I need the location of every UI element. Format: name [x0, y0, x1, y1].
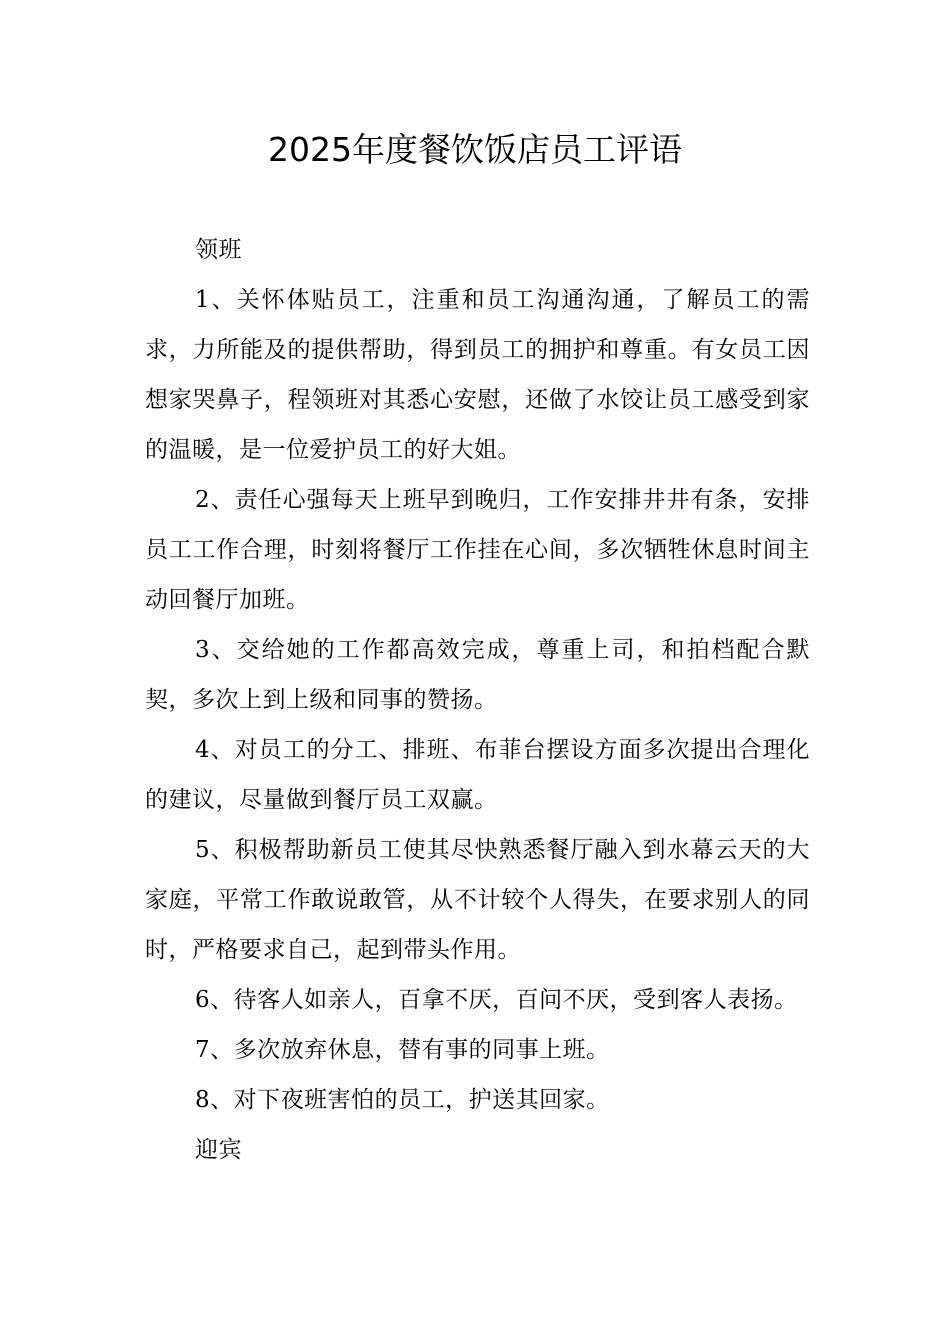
section-heading-yingbin: 迎宾	[195, 1137, 242, 1163]
paragraph-item-7: 7、多次放弃休息，替有事的同事上班。	[195, 1037, 610, 1063]
paragraph-item-4: 4、对员工的分工、排班、布菲台摆设方面多次提出合理化的建议，尽量做到餐厅员工双赢。	[145, 737, 810, 813]
section-heading-lingban: 领班	[195, 237, 242, 263]
paragraph-item-6: 6、待客人如亲人，百拿不厌，百问不厌，受到客人表扬。	[195, 987, 798, 1013]
document-title: 2025年度餐饮饭店员工评语	[268, 130, 682, 169]
document-body	[145, 225, 810, 1175]
paragraph-item-1: 1、关怀体贴员工，注重和员工沟通沟通，了解员工的需求，力所能及的提供帮助，得到员工的拥护和尊重。有女员工因想家哭鼻子，程领班对其悉心安慰，还做了水饺让员工感受到家的温暖，是一位爱护员工的好大姐。	[145, 287, 810, 463]
paragraph-item-5: 5、积极帮助新员工使其尽快熟悉餐厅融入到水幕云天的大家庭，平常工作敢说敢管，从不计较个人得失，在要求别人的同时，严格要求自己，起到带头作用。	[145, 837, 810, 963]
paragraph-item-2: 2、责任心强每天上班早到晚归，工作安排井井有条，安排员工工作合理，时刻将餐厅工作挂在心间，多次牺牲休息时间主动回餐厅加班。	[145, 487, 810, 613]
paragraph-item-3: 3、交给她的工作都高效完成，尊重上司，和拍档配合默契，多次上到上级和同事的赞扬。	[145, 637, 810, 713]
paragraph-item-8: 8、对下夜班害怕的员工，护送其回家。	[195, 1087, 610, 1113]
